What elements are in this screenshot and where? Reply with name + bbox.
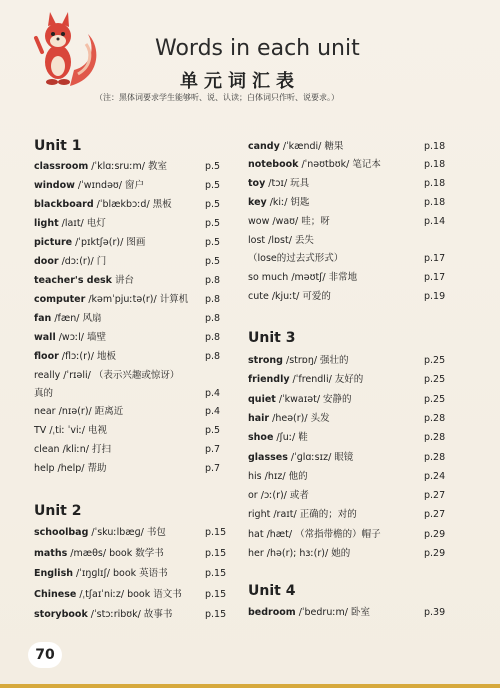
- vocabulary-entry: [248, 489, 309, 503]
- unit-heading: Unit 2: [34, 503, 82, 519]
- vocabulary-entry: [248, 234, 314, 248]
- vocabulary-entry: [34, 160, 167, 174]
- vocabulary-entry: [248, 470, 308, 484]
- vocabulary-word: hair: [248, 412, 270, 424]
- page-reference: p.5: [205, 425, 221, 436]
- vocabulary-definition: /laɪt/ 电灯: [58, 218, 106, 229]
- unit-heading: Unit 4: [248, 583, 296, 599]
- vocabulary-entry: [34, 369, 179, 383]
- page-reference: p.7: [205, 444, 221, 455]
- vocabulary-definition: near /nɪə(r)/ 距离近: [34, 406, 124, 417]
- vocabulary-definition: /mæθs/ book 数学书: [67, 547, 164, 559]
- page-reference: p.8: [205, 313, 221, 324]
- vocabulary-word: wall: [34, 332, 56, 343]
- vocabulary-word: English: [34, 568, 73, 579]
- vocabulary-definition: TV /ˌtiː ˈviː/ 电视: [34, 425, 108, 436]
- vocabulary-word: blackboard: [34, 199, 94, 210]
- page-reference: p.25: [424, 393, 446, 405]
- vocabulary-entry: [248, 354, 349, 368]
- page-subtitle: 单元词汇表: [180, 71, 300, 92]
- vocabulary-entry: [34, 293, 188, 307]
- vocabulary-definition: so much /məʊtʃ/ 非常地: [248, 272, 358, 283]
- vocabulary-definition: /ˈblækbɔːd/ 黑板: [93, 199, 172, 210]
- page-reference: p.4: [205, 388, 221, 399]
- page-reference: p.5: [205, 218, 221, 229]
- page-reference: p.14: [424, 216, 446, 227]
- page-reference: p.17: [424, 272, 446, 283]
- vocabulary-entry: [34, 331, 106, 345]
- vocabulary-definition: right /raɪt/ 正确的；对的: [248, 509, 357, 521]
- page-reference: p.17: [424, 253, 446, 264]
- vocabulary-entry: [34, 312, 101, 326]
- vocabulary-entry: [34, 274, 134, 288]
- page-reference: p.18: [424, 141, 446, 152]
- vocabulary-entry: [34, 198, 172, 212]
- vocabulary-word: computer: [34, 294, 86, 305]
- vocabulary-definition: /kəmˈpjuːtə(r)/ 计算机: [85, 294, 189, 305]
- vocabulary-word: glasses: [248, 451, 288, 463]
- vocabulary-entry: [34, 255, 106, 269]
- page-reference: p.15: [205, 547, 227, 559]
- vocabulary-entry: [34, 443, 111, 457]
- page-reference: p.18: [424, 178, 446, 189]
- vocabulary-word: fan: [34, 313, 52, 324]
- vocabulary-entry: [248, 215, 330, 229]
- vocabulary-word: storybook: [34, 609, 88, 620]
- vocabulary-definition: /wɔːl/ 墙壁: [55, 332, 106, 343]
- vocabulary-definition: /ˈwɪndəʊ/ 窗户: [74, 180, 145, 191]
- vocabulary-word: door: [34, 256, 59, 267]
- page-reference: p.15: [205, 609, 227, 620]
- vocabulary-definition: （lose的过去式形式）: [248, 253, 344, 264]
- vocabulary-definition: /dɔː(r)/ 门: [58, 256, 107, 267]
- vocabulary-word: window: [34, 180, 75, 191]
- vocabulary-definition: /ˈpɪktʃə(r)/ 图画: [72, 237, 146, 248]
- vocabulary-entry: [248, 252, 343, 266]
- vocabulary-entry: [34, 236, 145, 250]
- page-reference: p.39: [424, 607, 446, 618]
- vocabulary-word: toy: [248, 178, 266, 189]
- vocabulary-definition: /ˈfrendli/ 友好的: [289, 374, 364, 386]
- page-reference: p.28: [424, 451, 446, 463]
- vocabulary-entry: [248, 373, 363, 387]
- vocabulary-definition: 真的: [34, 388, 54, 399]
- vocabulary-word: friendly: [248, 374, 290, 386]
- page-reference: p.15: [205, 568, 227, 579]
- vocabulary-definition: /ˈɪŋɡlɪʃ/ book 英语书: [72, 568, 168, 579]
- vocabulary-definition: /ˈɡlɑːsɪz/ 眼镜: [287, 451, 354, 463]
- vocabulary-entry: [248, 290, 331, 304]
- vocabulary-definition: /flɔː(r)/ 地板: [58, 351, 116, 362]
- page-reference: p.27: [424, 509, 446, 521]
- vocabulary-definition: /ˈstɔːribʊk/ 故事书: [87, 609, 173, 620]
- vocabulary-entry: [248, 431, 308, 445]
- vocabulary-entry: [34, 179, 144, 193]
- vocabulary-definition: lost /lɒst/ 丢失: [248, 235, 314, 246]
- vocabulary-word: maths: [34, 547, 68, 559]
- vocabulary-word: floor: [34, 351, 59, 362]
- page-reference: p.19: [424, 291, 446, 302]
- vocabulary-entry: [248, 393, 352, 407]
- vocabulary-entry: [248, 508, 357, 522]
- page-reference: p.28: [424, 432, 446, 444]
- page-reference: p.8: [205, 351, 221, 362]
- vocabulary-word: bedroom: [248, 607, 296, 618]
- vocabulary-definition: /kiː/ 钥匙: [266, 197, 310, 208]
- vocabulary-word: notebook: [248, 159, 299, 170]
- vocabulary-note: （注：黑体词要求学生能够听、说、认读；白体词只作听、说要求。）: [95, 93, 339, 102]
- vocabulary-entry: [34, 424, 107, 438]
- vocabulary-definition: /fæn/ 风扇: [51, 313, 102, 324]
- vocabulary-entry: [248, 271, 357, 285]
- vocabulary-entry: [34, 526, 166, 540]
- vocabulary-entry: [34, 608, 172, 622]
- page-reference: p.8: [205, 332, 221, 343]
- vocabulary-word: candy: [248, 141, 280, 152]
- page-reference: p.8: [205, 275, 221, 286]
- vocabulary-word: light: [34, 218, 59, 229]
- vocabulary-entry: [248, 528, 381, 542]
- unit-heading: Unit 1: [34, 138, 82, 154]
- vocabulary-definition: really /ˈrɪəli/ （表示兴趣或惊讶）: [34, 370, 180, 381]
- vocabulary-definition: /strɒŋ/ 强壮的: [282, 355, 349, 366]
- vocabulary-entry: [34, 588, 182, 602]
- vocabulary-word: strong: [248, 355, 283, 366]
- vocabulary-entry: [34, 387, 53, 401]
- vocabulary-word: Chinese: [34, 588, 77, 600]
- page-reference: p.28: [424, 412, 446, 424]
- vocabulary-entry: [248, 196, 310, 210]
- vocabulary-word: picture: [34, 237, 73, 248]
- vocabulary-entry: [34, 350, 116, 364]
- page-reference: p.25: [424, 374, 446, 386]
- vocabulary-definition: /ˈbedruːm/ 卧室: [295, 607, 371, 618]
- vocabulary-word: classroom: [34, 161, 89, 172]
- vocabulary-definition: /ʃuː/ 鞋: [273, 432, 308, 444]
- vocabulary-definition: /ˈskuːlbæɡ/ 书包: [88, 527, 166, 538]
- page-reference: p.5: [205, 180, 221, 191]
- vocabulary-definition: cute /kjuːt/ 可爱的: [248, 291, 331, 302]
- vocabulary-definition: wow /waʊ/ 哇；呀: [248, 216, 330, 227]
- vocabulary-definition: /ˈnəʊtbʊk/ 笔记本: [298, 159, 381, 170]
- page-reference: p.5: [205, 199, 221, 210]
- vocabulary-definition: /tɔɪ/ 玩具: [265, 178, 310, 189]
- page-reference: p.25: [424, 355, 446, 366]
- vocabulary-definition: his /hɪz/ 他的: [248, 470, 308, 482]
- vocabulary-word: quiet: [248, 393, 276, 405]
- squirrel-mascot-icon: [30, 8, 100, 90]
- vocabulary-entry: [248, 158, 381, 172]
- vocabulary-entry: [34, 405, 123, 419]
- page-reference: p.8: [205, 294, 221, 305]
- vocabulary-word: teacher's desk: [34, 275, 113, 286]
- page-reference: p.29: [424, 528, 446, 540]
- vocabulary-entry: [248, 606, 370, 620]
- page-reference: p.27: [424, 490, 446, 502]
- page-reference: p.18: [424, 159, 446, 170]
- vocabulary-definition: 讲台: [112, 275, 135, 286]
- vocabulary-entry: [248, 451, 353, 465]
- vocabulary-word: schoolbag: [34, 527, 89, 538]
- vocabulary-entry: [34, 217, 106, 231]
- page-reference: p.7: [205, 463, 221, 474]
- unit-heading: Unit 3: [248, 330, 296, 346]
- vocabulary-definition: or /ɔː(r)/ 或者: [248, 490, 309, 502]
- vocabulary-entry: [248, 140, 343, 154]
- bottom-border: [0, 684, 500, 688]
- vocabulary-definition: hat /hæt/ （常指带檐的）帽子: [248, 528, 381, 540]
- page-title: Words in each unit: [155, 36, 360, 61]
- vocabulary-definition: help /help/ 帮助: [34, 463, 107, 474]
- vocabulary-entry: [34, 567, 168, 581]
- page-reference: p.5: [205, 256, 221, 267]
- vocabulary-definition: /ˈkwaɪət/ 安静的: [275, 393, 352, 405]
- vocabulary-entry: [34, 462, 107, 476]
- vocabulary-definition: /ˈkændi/ 糖果: [279, 141, 344, 152]
- vocabulary-definition: /ˌtʃaɪˈniːz/ book 语文书: [76, 588, 182, 600]
- vocabulary-word: key: [248, 197, 267, 208]
- vocabulary-definition: her /hə(r); hɜː(r)/ 她的: [248, 548, 351, 559]
- page-reference: p.18: [424, 197, 446, 208]
- page-reference: p.29: [424, 548, 446, 559]
- vocabulary-entry: [34, 547, 164, 561]
- page-reference: p.24: [424, 470, 446, 482]
- page-reference: p.5: [205, 161, 221, 172]
- page-number: 70: [28, 642, 62, 668]
- vocabulary-definition: /ˈklɑːsruːm/ 教室: [88, 161, 168, 172]
- vocabulary-word: shoe: [248, 432, 274, 444]
- page-reference: p.4: [205, 406, 221, 417]
- page-reference: p.5: [205, 237, 221, 248]
- vocabulary-entry: [248, 412, 330, 426]
- page-reference: p.15: [205, 588, 227, 600]
- vocabulary-definition: /heə(r)/ 头发: [269, 412, 330, 424]
- vocabulary-definition: clean /kliːn/ 打扫: [34, 444, 111, 455]
- vocabulary-entry: [248, 547, 350, 561]
- page-reference: p.15: [205, 527, 227, 538]
- vocabulary-entry: [248, 177, 309, 191]
